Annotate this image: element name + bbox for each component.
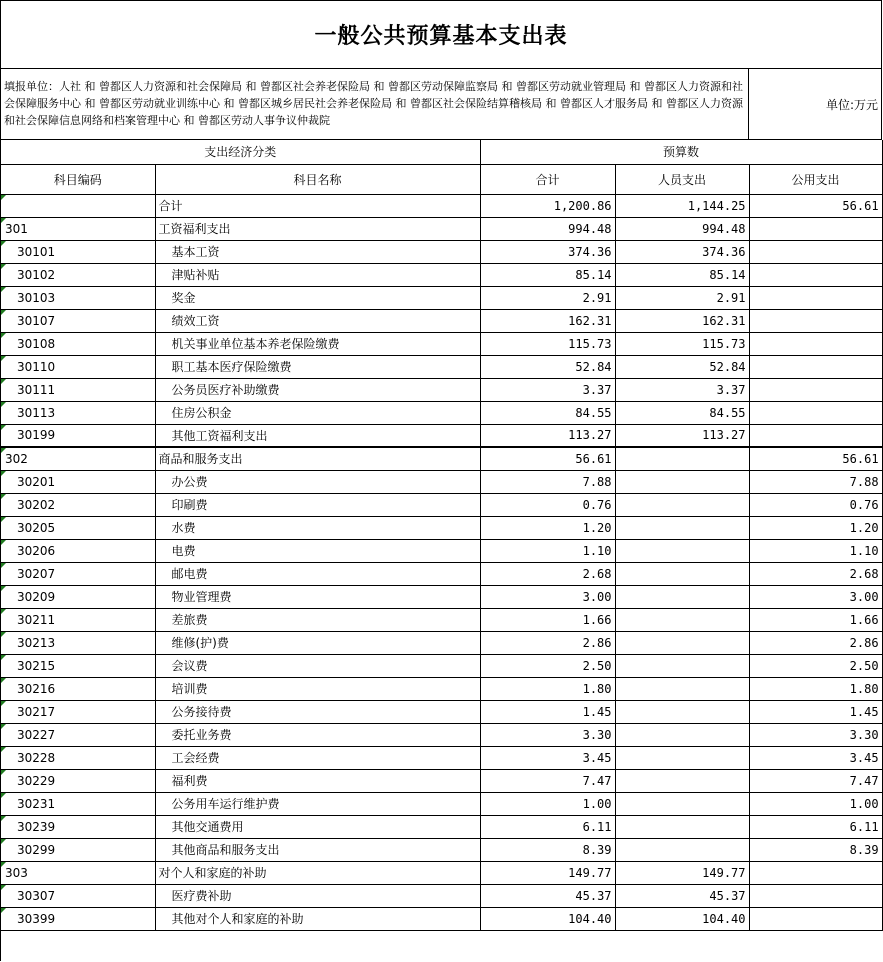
cell-subject-name[interactable]: 住房公积金: [155, 401, 480, 424]
cell-subject-code[interactable]: 30206: [1, 539, 155, 562]
cell-public-expense[interactable]: 8.39: [749, 838, 882, 861]
cell-personnel-expense[interactable]: 104.40: [615, 907, 749, 930]
table-row: [1, 677, 882, 700]
cell-subject-name[interactable]: 办公费: [155, 470, 480, 493]
cell-public-expense[interactable]: 1.80: [749, 677, 882, 700]
cell-total[interactable]: 113.27: [480, 424, 615, 447]
cell-subject-name[interactable]: 委托业务费: [155, 723, 480, 746]
cell-personnel-expense[interactable]: [615, 470, 749, 493]
cell-subject-name[interactable]: 对个人和家庭的补助: [155, 861, 480, 884]
cell-public-expense[interactable]: [749, 907, 882, 930]
cell-personnel-expense[interactable]: [615, 608, 749, 631]
cell-personnel-expense[interactable]: [615, 585, 749, 608]
cell-subject-code[interactable]: 30228: [1, 746, 155, 769]
cell-total[interactable]: 1.66: [480, 608, 615, 631]
cell-subject-name[interactable]: 奖金: [155, 286, 480, 309]
cell-subject-name[interactable]: 合计: [155, 194, 480, 217]
cell-public-expense[interactable]: 1.45: [749, 700, 882, 723]
cell-personnel-expense[interactable]: [615, 631, 749, 654]
table-row: [1, 700, 882, 723]
cell-subject-name[interactable]: 印刷费: [155, 493, 480, 516]
cell-total[interactable]: 85.14: [480, 263, 615, 286]
cell-subject-name[interactable]: 邮电费: [155, 562, 480, 585]
cell-total[interactable]: 1,200.86: [480, 194, 615, 217]
cell-personnel-expense[interactable]: [615, 539, 749, 562]
cell-personnel-expense[interactable]: 374.36: [615, 240, 749, 263]
cell-subject-code[interactable]: 30107: [1, 309, 155, 332]
cell-total[interactable]: 52.84: [480, 355, 615, 378]
table-body: [1, 194, 882, 930]
cell-subject-code[interactable]: 30217: [1, 700, 155, 723]
table-row: [1, 539, 882, 562]
cell-subject-name[interactable]: 培训费: [155, 677, 480, 700]
cell-personnel-expense[interactable]: [615, 493, 749, 516]
table-row: [1, 286, 882, 309]
cell-total[interactable]: 45.37: [480, 884, 615, 907]
cell-personnel-expense[interactable]: 162.31: [615, 309, 749, 332]
cell-subject-name[interactable]: 公务接待费: [155, 700, 480, 723]
title-cell[interactable]: [1, 1, 882, 69]
table-row: [1, 654, 882, 677]
cell-public-expense[interactable]: 6.11: [749, 815, 882, 838]
cell-personnel-expense[interactable]: 2.91: [615, 286, 749, 309]
cell-subject-code[interactable]: 30113: [1, 401, 155, 424]
cell-total[interactable]: 6.11: [480, 815, 615, 838]
cell-public-expense[interactable]: [749, 286, 882, 309]
table-row: [1, 769, 882, 792]
info-row: [1, 69, 882, 140]
cell-subject-code[interactable]: 30103: [1, 286, 155, 309]
cell-public-expense[interactable]: [749, 884, 882, 907]
table-row: [1, 470, 882, 493]
cell-public-expense[interactable]: [749, 424, 882, 447]
cell-public-expense[interactable]: 1.10: [749, 539, 882, 562]
cell-total[interactable]: 2.86: [480, 631, 615, 654]
cell-personnel-expense[interactable]: [615, 562, 749, 585]
table-row: [1, 217, 882, 240]
cell-subject-name[interactable]: 绩效工资: [155, 309, 480, 332]
table-row: [1, 355, 882, 378]
header-total[interactable]: 合计: [480, 164, 615, 194]
cell-public-expense[interactable]: 3.00: [749, 585, 882, 608]
cell-total[interactable]: 0.76: [480, 493, 615, 516]
cell-public-expense[interactable]: [749, 263, 882, 286]
cell-personnel-expense[interactable]: [615, 838, 749, 861]
cell-personnel-expense[interactable]: [615, 677, 749, 700]
cell-subject-code[interactable]: 30299: [1, 838, 155, 861]
cell-personnel-expense[interactable]: 149.77: [615, 861, 749, 884]
cell-subject-code[interactable]: [1, 194, 155, 217]
cell-total[interactable]: 1.10: [480, 539, 615, 562]
cell-personnel-expense[interactable]: 1,144.25: [615, 194, 749, 217]
cell-personnel-expense[interactable]: [615, 792, 749, 815]
cell-subject-code[interactable]: 30111: [1, 378, 155, 401]
cell-public-expense[interactable]: 2.50: [749, 654, 882, 677]
cell-total[interactable]: 115.73: [480, 332, 615, 355]
cell-subject-code[interactable]: 303: [1, 861, 155, 884]
cell-public-expense[interactable]: [749, 332, 882, 355]
cell-public-expense[interactable]: [749, 378, 882, 401]
cell-personnel-expense[interactable]: [615, 746, 749, 769]
cell-public-expense[interactable]: [749, 861, 882, 884]
table-row: [1, 309, 882, 332]
table-row: [1, 608, 882, 631]
header-subject-code[interactable]: 科目编码: [1, 164, 155, 194]
cell-subject-name[interactable]: 工会经费: [155, 746, 480, 769]
cell-total[interactable]: 1.00: [480, 792, 615, 815]
cell-public-expense[interactable]: 7.88: [749, 470, 882, 493]
cell-personnel-expense[interactable]: [615, 769, 749, 792]
header-budget-amount[interactable]: 预算数: [480, 140, 882, 164]
cell-subject-code[interactable]: 30209: [1, 585, 155, 608]
header-row-columns: [1, 164, 882, 194]
cell-public-expense[interactable]: 56.61: [749, 194, 882, 217]
cell-public-expense[interactable]: [749, 309, 882, 332]
cell-total[interactable]: 8.39: [480, 838, 615, 861]
cell-subject-name[interactable]: 其他对个人和家庭的补助: [155, 907, 480, 930]
cell-subject-name[interactable]: 医疗费补助: [155, 884, 480, 907]
cell-public-expense[interactable]: 56.61: [749, 447, 882, 470]
cell-subject-code[interactable]: 30227: [1, 723, 155, 746]
header-public-expense[interactable]: 公用支出: [749, 164, 882, 194]
cell-total[interactable]: 2.50: [480, 654, 615, 677]
table-row: [1, 815, 882, 838]
cell-public-expense[interactable]: 7.47: [749, 769, 882, 792]
cell-subject-name[interactable]: 职工基本医疗保险缴费: [155, 355, 480, 378]
cell-subject-name[interactable]: 其他工资福利支出: [155, 424, 480, 447]
table-row: [1, 332, 882, 355]
cell-total[interactable]: 3.45: [480, 746, 615, 769]
cell-subject-code[interactable]: 30202: [1, 493, 155, 516]
table-row: [1, 884, 882, 907]
cell-subject-name[interactable]: 物业管理费: [155, 585, 480, 608]
cell-subject-code[interactable]: 30307: [1, 884, 155, 907]
cell-subject-code[interactable]: 302: [1, 447, 155, 470]
cell-personnel-expense[interactable]: 84.55: [615, 401, 749, 424]
cell-subject-code[interactable]: 301: [1, 217, 155, 240]
table-row: [1, 401, 882, 424]
cell-public-expense[interactable]: [749, 401, 882, 424]
table-row: [1, 585, 882, 608]
cell-public-expense[interactable]: 0.76: [749, 493, 882, 516]
cell-personnel-expense[interactable]: 113.27: [615, 424, 749, 447]
cell-subject-name[interactable]: 公务用车运行维护费: [155, 792, 480, 815]
cell-subject-code[interactable]: 30102: [1, 263, 155, 286]
budget-table: [1, 140, 883, 931]
table-row: [1, 861, 882, 884]
cell-subject-name[interactable]: 其他商品和服务支出: [155, 838, 480, 861]
cell-subject-name[interactable]: 津贴补贴: [155, 263, 480, 286]
cell-subject-name[interactable]: 水费: [155, 516, 480, 539]
page-title: 一般公共预算基本支出表: [314, 23, 568, 49]
cell-total[interactable]: 1.45: [480, 700, 615, 723]
filling-unit[interactable]: 填报单位：人社 和 曾都区人力资源和社会保障局 和 曾都区社会养老保险局 和 曾都区劳动保障监察局 和 曾都区劳动就业管理局 和 曾都区人力资源和社会保障服务中心 和 曾都区劳动就业训练中心 和 曾都区城乡居民社会养老保险局 和 曾都区社会保险结算稽核局 和 曾都区人才服务局 和 曾都区人力资源和社会保障信息网络和档案管理中心 和 曾都区劳动人事争议仲裁院: [1, 69, 749, 139]
cell-subject-name[interactable]: 福利费: [155, 769, 480, 792]
cell-subject-code[interactable]: 30399: [1, 907, 155, 930]
cell-personnel-expense[interactable]: 994.48: [615, 217, 749, 240]
cell-total[interactable]: 56.61: [480, 447, 615, 470]
cell-public-expense[interactable]: 2.86: [749, 631, 882, 654]
unit-label[interactable]: 单位:万元: [749, 69, 882, 139]
cell-subject-code[interactable]: 30207: [1, 562, 155, 585]
table-row: [1, 263, 882, 286]
cell-subject-name[interactable]: 维修(护)费: [155, 631, 480, 654]
table-row: [1, 424, 882, 447]
cell-personnel-expense[interactable]: 52.84: [615, 355, 749, 378]
cell-subject-code[interactable]: 30201: [1, 470, 155, 493]
cell-subject-code[interactable]: 30110: [1, 355, 155, 378]
header-row-group: [1, 140, 882, 164]
table-row: [1, 838, 882, 861]
table-row: [1, 907, 882, 930]
table-row: [1, 240, 882, 263]
cell-total[interactable]: 162.31: [480, 309, 615, 332]
table-row: [1, 792, 882, 815]
cell-subject-name[interactable]: 商品和服务支出: [155, 447, 480, 470]
cell-total[interactable]: 1.80: [480, 677, 615, 700]
cell-public-expense[interactable]: 1.66: [749, 608, 882, 631]
cell-total[interactable]: 2.91: [480, 286, 615, 309]
cell-public-expense[interactable]: 2.68: [749, 562, 882, 585]
cell-subject-code[interactable]: 30213: [1, 631, 155, 654]
cell-public-expense[interactable]: [749, 240, 882, 263]
cell-subject-name[interactable]: 会议费: [155, 654, 480, 677]
cell-total[interactable]: 3.37: [480, 378, 615, 401]
cell-total[interactable]: 84.55: [480, 401, 615, 424]
cell-subject-code[interactable]: 30231: [1, 792, 155, 815]
cell-total[interactable]: 2.68: [480, 562, 615, 585]
header-personnel-expense[interactable]: 人员支出: [615, 164, 749, 194]
cell-public-expense[interactable]: 1.20: [749, 516, 882, 539]
table-row: [1, 194, 882, 217]
cell-public-expense[interactable]: 3.45: [749, 746, 882, 769]
table-row: [1, 746, 882, 769]
cell-subject-name[interactable]: 公务员医疗补助缴费: [155, 378, 480, 401]
cell-total[interactable]: 3.00: [480, 585, 615, 608]
cell-public-expense[interactable]: 1.00: [749, 792, 882, 815]
cell-subject-name[interactable]: 工资福利支出: [155, 217, 480, 240]
cell-personnel-expense[interactable]: [615, 723, 749, 746]
cell-subject-name[interactable]: 电费: [155, 539, 480, 562]
cell-personnel-expense[interactable]: 3.37: [615, 378, 749, 401]
table-row: [1, 493, 882, 516]
cell-public-expense[interactable]: [749, 355, 882, 378]
table-row: [1, 562, 882, 585]
cell-personnel-expense[interactable]: [615, 447, 749, 470]
cell-total[interactable]: 7.47: [480, 769, 615, 792]
cell-personnel-expense[interactable]: [615, 654, 749, 677]
cell-public-expense[interactable]: [749, 217, 882, 240]
cell-subject-code[interactable]: 30215: [1, 654, 155, 677]
cell-public-expense[interactable]: 3.30: [749, 723, 882, 746]
cell-subject-code[interactable]: 30211: [1, 608, 155, 631]
table-row: [1, 516, 882, 539]
header-subject-name[interactable]: 科目名称: [155, 164, 480, 194]
cell-subject-code[interactable]: 30216: [1, 677, 155, 700]
header-economic-classification[interactable]: 支出经济分类: [1, 140, 480, 164]
table-row: [1, 631, 882, 654]
cell-total[interactable]: 149.77: [480, 861, 615, 884]
cell-subject-code[interactable]: 30108: [1, 332, 155, 355]
cell-subject-name[interactable]: 机关事业单位基本养老保险缴费: [155, 332, 480, 355]
cell-subject-code[interactable]: 30101: [1, 240, 155, 263]
table-row: [1, 378, 882, 401]
cell-total[interactable]: 104.40: [480, 907, 615, 930]
cell-personnel-expense[interactable]: [615, 700, 749, 723]
cell-subject-name[interactable]: 基本工资: [155, 240, 480, 263]
cell-total[interactable]: 1.20: [480, 516, 615, 539]
cell-total[interactable]: 374.36: [480, 240, 615, 263]
cell-total[interactable]: 3.30: [480, 723, 615, 746]
cell-personnel-expense[interactable]: [615, 516, 749, 539]
cell-subject-code[interactable]: 30205: [1, 516, 155, 539]
cell-subject-code[interactable]: 30239: [1, 815, 155, 838]
cell-personnel-expense[interactable]: 115.73: [615, 332, 749, 355]
cell-personnel-expense[interactable]: 45.37: [615, 884, 749, 907]
cell-subject-name[interactable]: 差旅费: [155, 608, 480, 631]
cell-personnel-expense[interactable]: [615, 815, 749, 838]
table-row: [1, 447, 882, 470]
cell-subject-code[interactable]: 30229: [1, 769, 155, 792]
cell-total[interactable]: 994.48: [480, 217, 615, 240]
table-row: [1, 723, 882, 746]
cell-total[interactable]: 7.88: [480, 470, 615, 493]
cell-subject-name[interactable]: 其他交通费用: [155, 815, 480, 838]
cell-subject-code[interactable]: 30199: [1, 424, 155, 447]
cell-personnel-expense[interactable]: 85.14: [615, 263, 749, 286]
